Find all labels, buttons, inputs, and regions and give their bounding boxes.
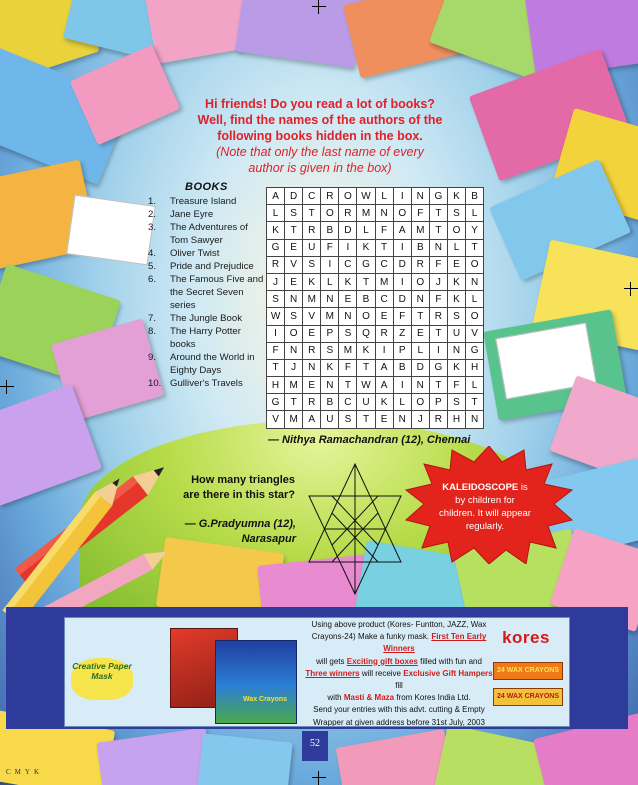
- grid-cell: G: [357, 256, 375, 273]
- grid-row: [267, 394, 484, 411]
- kaleidoscope-text-4: regularly.: [465, 521, 505, 532]
- grid-cell: R: [339, 205, 357, 222]
- grid-cell: L: [321, 273, 339, 290]
- grid-cell: A: [393, 222, 411, 239]
- grid-row: [267, 222, 484, 239]
- grid-cell: I: [393, 239, 411, 256]
- book-title: The Adventures of Tom Sawyer: [170, 222, 248, 246]
- book-decoration: [197, 733, 292, 785]
- cmyk-marks: CMYK: [6, 768, 44, 776]
- grid-cell: E: [411, 325, 429, 342]
- grid-row: [267, 256, 484, 273]
- grid-cell: R: [411, 256, 429, 273]
- grid-cell: S: [321, 342, 339, 359]
- grid-cell: A: [375, 377, 393, 394]
- book-number: 4.: [148, 248, 157, 259]
- grid-cell: P: [321, 325, 339, 342]
- grid-cell: T: [375, 239, 393, 256]
- grid-cell: C: [339, 256, 357, 273]
- book-item: [148, 312, 264, 325]
- grid-cell: N: [411, 188, 429, 205]
- grid-cell: N: [321, 377, 339, 394]
- grid-cell: L: [466, 377, 484, 394]
- grid-cell: R: [303, 342, 321, 359]
- grid-cell: K: [303, 273, 321, 290]
- grid-row: [267, 325, 484, 342]
- book-item: [148, 247, 264, 260]
- grid-cell: M: [411, 222, 429, 239]
- grid-cell: I: [267, 325, 285, 342]
- grid-cell: I: [339, 239, 357, 256]
- grid-cell: B: [393, 359, 411, 376]
- grid-cell: M: [303, 291, 321, 308]
- grid-cell: K: [357, 239, 375, 256]
- grid-cell: J: [429, 273, 447, 290]
- grid-cell: K: [339, 273, 357, 290]
- grid-cell: N: [375, 205, 393, 222]
- grid-cell: G: [267, 239, 285, 256]
- registration-mark: [312, 771, 326, 785]
- grid-cell: Q: [357, 325, 375, 342]
- book-number: 10.: [148, 378, 162, 389]
- grid-cell: T: [429, 377, 447, 394]
- grid-cell: I: [393, 377, 411, 394]
- grid-cell: U: [321, 411, 339, 428]
- grid-cell: I: [321, 256, 339, 273]
- grid-cell: H: [267, 377, 285, 394]
- book-item: [148, 377, 264, 390]
- ad-text: with: [327, 693, 342, 703]
- grid-cell: T: [357, 359, 375, 376]
- book-number: 8.: [148, 326, 157, 337]
- grid-cell: N: [393, 411, 411, 428]
- triangle-question-line: How many triangles: [191, 474, 295, 486]
- grid-cell: T: [285, 394, 303, 411]
- grid-row: [267, 291, 484, 308]
- grid-cell: N: [285, 291, 303, 308]
- grid-cell: D: [393, 291, 411, 308]
- grid-row: [267, 377, 484, 394]
- book-number: 5.: [148, 261, 157, 272]
- grid-cell: J: [267, 273, 285, 290]
- book-title: Gulliver's Travels: [170, 378, 243, 389]
- grid-cell: N: [285, 342, 303, 359]
- book-item: [148, 325, 264, 351]
- grid-cell: P: [429, 394, 447, 411]
- page-number: 52: [302, 731, 328, 761]
- ad-text: filled with fun and: [420, 656, 482, 666]
- pencils-illustration: [0, 445, 165, 620]
- grid-cell: R: [429, 411, 447, 428]
- grid-cell: G: [267, 394, 285, 411]
- grid-cell: T: [267, 359, 285, 376]
- grid-row: [267, 188, 484, 205]
- intro-line: Well, find the names of the authors of the: [197, 113, 443, 127]
- grid-cell: S: [447, 394, 465, 411]
- grid-cell: F: [267, 342, 285, 359]
- book-number: 7.: [148, 313, 157, 324]
- grid-cell: S: [267, 291, 285, 308]
- triangle-credit-line: Narasapur: [241, 533, 296, 545]
- grid-cell: N: [447, 342, 465, 359]
- grid-cell: L: [447, 239, 465, 256]
- grid-cell: T: [357, 411, 375, 428]
- grid-cell: J: [411, 411, 429, 428]
- grid-cell: E: [285, 239, 303, 256]
- ad-text: Crayons-24) Make a funky mask.: [311, 632, 430, 642]
- grid-cell: H: [466, 359, 484, 376]
- grid-cell: T: [357, 273, 375, 290]
- grid-cell: O: [466, 308, 484, 325]
- grid-cell: S: [303, 256, 321, 273]
- grid-cell: E: [339, 291, 357, 308]
- grid-cell: B: [411, 239, 429, 256]
- grid-cell: L: [375, 188, 393, 205]
- grid-cell: S: [447, 308, 465, 325]
- grid-cell: L: [411, 342, 429, 359]
- grid-cell: O: [447, 222, 465, 239]
- grid-cell: E: [303, 325, 321, 342]
- grid-cell: S: [285, 205, 303, 222]
- grid-cell: M: [285, 377, 303, 394]
- grid-cell: O: [321, 205, 339, 222]
- grid-cell: T: [429, 205, 447, 222]
- grid-cell: K: [447, 188, 465, 205]
- grid-cell: M: [375, 273, 393, 290]
- grid-cell: M: [357, 205, 375, 222]
- grid-cell: V: [303, 308, 321, 325]
- grid-cell: D: [393, 256, 411, 273]
- grid-row: [267, 359, 484, 376]
- book-title: Around the World in Eighty Days: [170, 352, 255, 376]
- grid-cell: B: [321, 222, 339, 239]
- book-title: Jane Eyre: [170, 209, 214, 220]
- kaleidoscope-text-3: children. It will appear: [439, 508, 531, 519]
- grid-cell: W: [267, 308, 285, 325]
- book-item: [148, 260, 264, 273]
- book-number: 9.: [148, 352, 157, 363]
- grid-cell: M: [339, 342, 357, 359]
- ad-highlight: Three winners: [305, 668, 360, 678]
- grid-cell: R: [303, 394, 321, 411]
- registration-mark: [312, 0, 326, 14]
- grid-cell: F: [321, 239, 339, 256]
- grid-cell: R: [267, 256, 285, 273]
- grid-cell: C: [375, 291, 393, 308]
- word-search-grid: [266, 187, 484, 429]
- grid-cell: R: [429, 308, 447, 325]
- grid-cell: N: [339, 308, 357, 325]
- book-title: Pride and Prejudice: [170, 261, 254, 272]
- grid-cell: U: [303, 239, 321, 256]
- books-heading: BOOKS: [185, 181, 228, 193]
- registration-mark: [624, 282, 638, 296]
- ad-line: [301, 668, 497, 692]
- ad-line: [301, 631, 497, 655]
- puzzle-credit: — Nithya Ramachandran (12), Chennai: [268, 434, 471, 446]
- grid-cell: O: [393, 205, 411, 222]
- grid-cell: N: [411, 291, 429, 308]
- grid-row: [267, 239, 484, 256]
- grid-cell: G: [429, 359, 447, 376]
- grid-cell: W: [357, 377, 375, 394]
- intro-line: following books hidden in the box.: [217, 129, 423, 143]
- grid-cell: O: [411, 273, 429, 290]
- triangle-question: [155, 473, 295, 503]
- grid-cell: L: [267, 205, 285, 222]
- grid-cell: N: [429, 239, 447, 256]
- wax-crayons-box-1: 24 WAX CRAYONS: [493, 662, 563, 680]
- grid-cell: T: [466, 394, 484, 411]
- book-item: [148, 195, 264, 208]
- grid-cell: T: [429, 222, 447, 239]
- grid-cell: K: [357, 342, 375, 359]
- grid-cell: E: [375, 411, 393, 428]
- grid-cell: P: [393, 342, 411, 359]
- grid-cell: N: [466, 411, 484, 428]
- grid-cell: U: [357, 394, 375, 411]
- grid-cell: D: [339, 222, 357, 239]
- grid-cell: U: [447, 325, 465, 342]
- books-list: [148, 195, 264, 390]
- grid-cell: F: [375, 222, 393, 239]
- grid-cell: R: [375, 325, 393, 342]
- grid-cell: C: [375, 256, 393, 273]
- book-number: 3.: [148, 222, 157, 233]
- book-item: [148, 351, 264, 377]
- grid-cell: Y: [466, 222, 484, 239]
- grid-cell: D: [285, 188, 303, 205]
- grid-cell: I: [393, 273, 411, 290]
- ad-line: Send your entries with this advt. cutting & Empty: [313, 705, 485, 715]
- grid-cell: M: [285, 411, 303, 428]
- grid-cell: W: [357, 188, 375, 205]
- grid-cell: E: [375, 308, 393, 325]
- grid-cell: F: [447, 377, 465, 394]
- book-item: [148, 221, 264, 247]
- grid-row: [267, 342, 484, 359]
- grid-cell: N: [303, 359, 321, 376]
- creative-paper-mask-badge: Creative Paper Mask: [71, 658, 133, 700]
- grid-cell: N: [411, 377, 429, 394]
- book-item: [148, 208, 264, 221]
- intro-note: author is given in the box): [248, 161, 392, 175]
- ad-copy: [301, 619, 497, 727]
- grid-cell: M: [321, 308, 339, 325]
- book-title: Treasure Island: [170, 196, 237, 207]
- grid-cell: O: [411, 394, 429, 411]
- book-title: The Harry Potter books: [170, 326, 241, 350]
- grid-cell: E: [285, 273, 303, 290]
- grid-cell: O: [357, 308, 375, 325]
- intro-note: (Note that only the last name of every: [216, 145, 424, 159]
- ad-text: will gets: [316, 656, 345, 666]
- grid-cell: G: [429, 188, 447, 205]
- ad-highlight: Exciting gift boxes: [346, 656, 418, 666]
- grid-cell: K: [375, 394, 393, 411]
- grid-cell: S: [285, 308, 303, 325]
- grid-cell: E: [447, 256, 465, 273]
- grid-cell: V: [466, 325, 484, 342]
- ad-text: will receive: [361, 668, 401, 678]
- ad-highlight: Masti & Maza: [343, 693, 395, 703]
- grid-cell: H: [447, 411, 465, 428]
- grid-cell: T: [466, 239, 484, 256]
- grid-cell: F: [339, 359, 357, 376]
- book-number: 2.: [148, 209, 157, 220]
- ad-line: [301, 656, 497, 668]
- grid-cell: F: [429, 256, 447, 273]
- grid-row: [267, 273, 484, 290]
- grid-cell: K: [267, 222, 285, 239]
- grid-cell: S: [339, 411, 357, 428]
- grid-cell: A: [267, 188, 285, 205]
- triangle-credit: [160, 517, 296, 547]
- grid-cell: V: [267, 411, 285, 428]
- grid-cell: F: [429, 291, 447, 308]
- book-number: 1.: [148, 196, 157, 207]
- grid-cell: I: [429, 342, 447, 359]
- grid-cell: T: [429, 325, 447, 342]
- grid-cell: T: [303, 205, 321, 222]
- grid-cell: J: [285, 359, 303, 376]
- ad-panel: [64, 617, 570, 727]
- grid-row: [267, 308, 484, 325]
- ad-line: Using above product (Kores- Funtton, JAZZ, Wax: [311, 620, 487, 629]
- wax-crayons-box-2: 24 WAX CRAYONS: [493, 688, 563, 706]
- grid-cell: D: [411, 359, 429, 376]
- grid-cell: K: [447, 359, 465, 376]
- puzzle-intro: [170, 96, 470, 176]
- kores-logo: kores: [502, 628, 550, 647]
- grid-cell: L: [393, 394, 411, 411]
- grid-cell: C: [339, 394, 357, 411]
- grid-cell: L: [357, 222, 375, 239]
- ad-highlight: Exclusive Gift Hampers: [403, 668, 493, 678]
- registration-mark: [0, 380, 14, 394]
- grid-cell: C: [303, 188, 321, 205]
- grid-cell: R: [303, 222, 321, 239]
- grid-cell: N: [466, 273, 484, 290]
- grid-cell: B: [357, 291, 375, 308]
- grid-cell: T: [339, 377, 357, 394]
- grid-cell: T: [285, 222, 303, 239]
- kaleidoscope-text: [420, 481, 550, 533]
- grid-cell: A: [303, 411, 321, 428]
- book-title: Oliver Twist: [170, 248, 220, 259]
- wax-crayons-pack-image: [215, 640, 297, 724]
- wax-crayons-pack-label: Wax Crayons: [242, 696, 288, 703]
- kaleidoscope-line-1: [420, 481, 550, 494]
- grid-cell: F: [411, 205, 429, 222]
- book-title: The Jungle Book: [170, 313, 242, 324]
- kaleidoscope-text-2: by children for: [455, 495, 515, 506]
- grid-cell: E: [303, 377, 321, 394]
- grid-row: [267, 205, 484, 222]
- book-number: 6.: [148, 274, 157, 285]
- grid-cell: F: [393, 308, 411, 325]
- kores-advertisement: [6, 607, 628, 729]
- grid-cell: I: [393, 188, 411, 205]
- ad-text: fill: [395, 681, 403, 691]
- open-book-pages: [66, 195, 156, 266]
- kaleidoscope-text-1: is: [518, 482, 528, 493]
- grid-cell: O: [339, 188, 357, 205]
- book-item: [148, 273, 264, 312]
- grid-cell: L: [466, 205, 484, 222]
- grid-cell: S: [447, 205, 465, 222]
- grid-cell: L: [466, 291, 484, 308]
- grid-cell: B: [466, 188, 484, 205]
- triangle-star-figure: [305, 462, 405, 596]
- ad-highlight: First Ten Early Winners: [383, 632, 487, 654]
- triangle-question-line: are there in this star?: [183, 489, 295, 501]
- grid-cell: O: [285, 325, 303, 342]
- grid-cell: T: [411, 308, 429, 325]
- intro-line: Hi friends! Do you read a lot of books?: [205, 97, 435, 111]
- kaleidoscope-name: KALEIDOSCOPE: [442, 482, 519, 493]
- grid-cell: O: [466, 256, 484, 273]
- grid-cell: K: [447, 273, 465, 290]
- grid-cell: K: [447, 291, 465, 308]
- grid-cell: K: [321, 359, 339, 376]
- grid-cell: V: [285, 256, 303, 273]
- grid-cell: R: [321, 188, 339, 205]
- grid-cell: G: [466, 342, 484, 359]
- grid-cell: I: [375, 342, 393, 359]
- grid-row: [267, 411, 484, 428]
- ad-line: [301, 692, 497, 704]
- triangle-credit-line: — G.Pradyumna (12),: [184, 518, 296, 530]
- book-title: The Famous Five and the Secret Seven series: [170, 274, 264, 311]
- grid-cell: A: [375, 359, 393, 376]
- grid-cell: N: [321, 291, 339, 308]
- grid-cell: B: [321, 394, 339, 411]
- ad-text: from Kores India Ltd.: [396, 693, 471, 703]
- grid-cell: S: [339, 325, 357, 342]
- grid-cell: Z: [393, 325, 411, 342]
- ad-line: Wrapper at given address before 31st July, 2003: [313, 717, 485, 727]
